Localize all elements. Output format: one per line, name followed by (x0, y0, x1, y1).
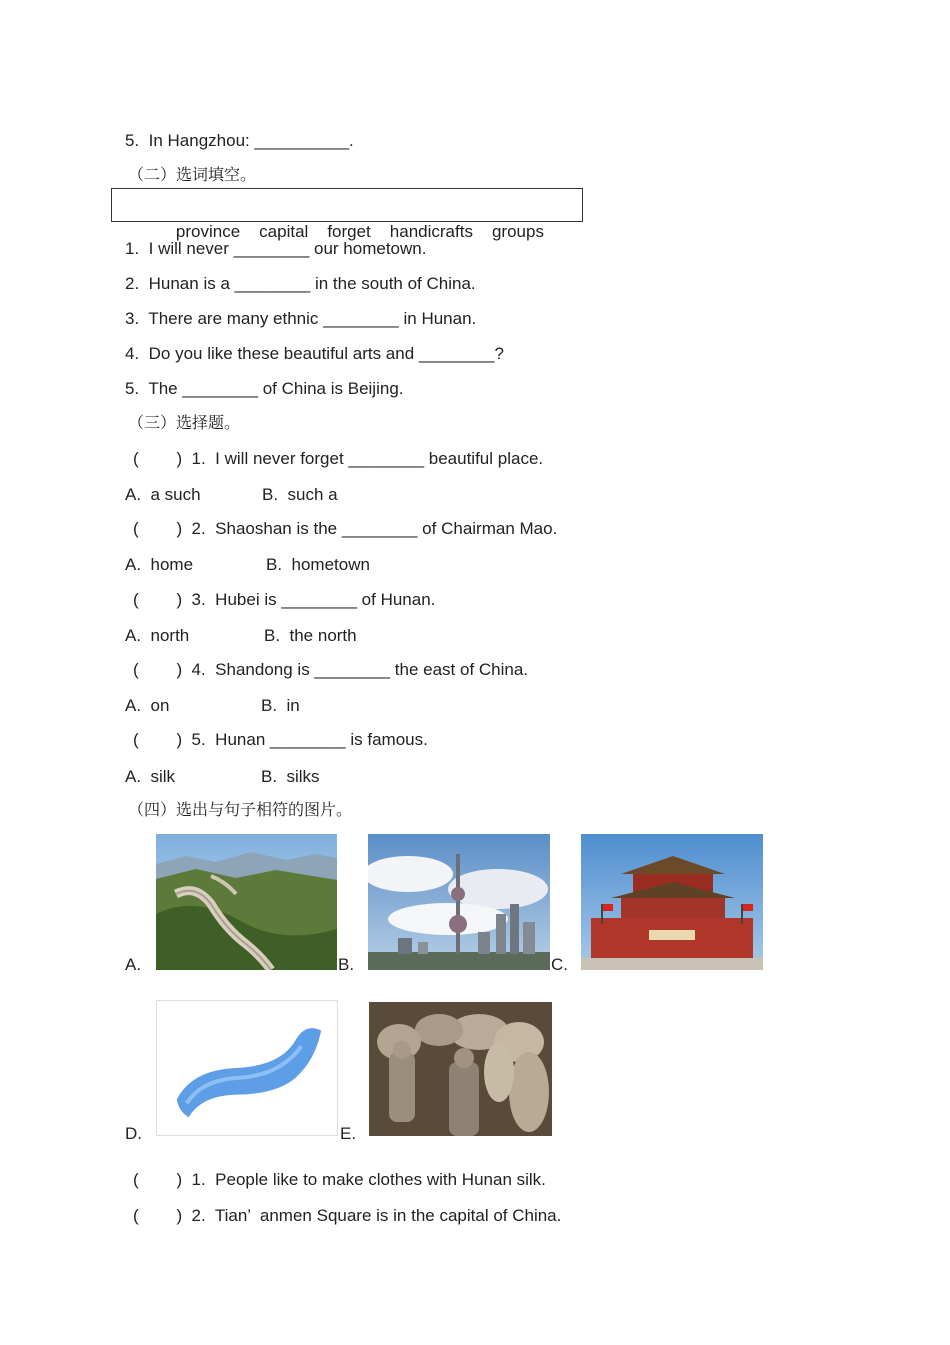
choice-question-5: ( ) 5. Hunan ________ is famous. (133, 730, 428, 749)
fill-question-3: 3. There are many ethnic ________ in Hunan. (125, 309, 477, 328)
choice-question-4: ( ) 4. Shandong is ________ the east of China. (133, 660, 529, 679)
section-3-title: （三）选择题。 (128, 413, 241, 432)
question-hangzhou: 5. In Hangzhou: __________. (125, 131, 354, 150)
fill-question-5: 5. The ________ of China is Beijing. (125, 379, 404, 398)
choice-question-3: ( ) 3. Hubei is ________ of Hunan. (133, 590, 436, 609)
shanghai-skyline-image (368, 834, 550, 970)
choice-2-option-b: B. hometown (266, 555, 370, 574)
great-wall-image (156, 834, 337, 970)
choice-question-2: ( ) 2. Shaoshan is the ________ of Chairman Mao. (133, 519, 558, 538)
fill-question-2: 2. Hunan is a ________ in the south of China. (125, 274, 476, 293)
section-2-title: （二）选词填空。 (128, 165, 257, 184)
choice-5-option-b: B. silks (261, 767, 320, 786)
silk-image (156, 1000, 338, 1136)
picture-label-b: B. (338, 955, 355, 974)
fill-question-1: 1. I will never ________ our hometown. (125, 239, 427, 258)
tiananmen-image (581, 834, 763, 970)
picture-label-e: E. (340, 1124, 357, 1143)
picture-label-d: D. (125, 1124, 142, 1143)
section-4-title: （四）选出与句子相符的图片。 (128, 800, 353, 819)
terracotta-warriors-image (369, 1002, 552, 1136)
choice-4-option-a: A. on (125, 696, 170, 715)
fill-question-4: 4. Do you like these beautiful arts and ________? (125, 344, 504, 363)
choice-5-option-a: A. silk (125, 767, 176, 786)
choice-question-1: ( ) 1. I will never forget ________ beautiful place. (133, 449, 544, 468)
choice-3-option-b: B. the north (264, 626, 357, 645)
choice-2-option-a: A. home (125, 555, 194, 574)
picture-label-c: C. (551, 955, 568, 974)
word-forget: forget (327, 222, 371, 241)
match-question-1: ( ) 1. People like to make clothes with Hunan silk. (133, 1170, 546, 1189)
word-province: province (175, 222, 241, 241)
word-groups: groups (491, 222, 544, 241)
word-bank-box (111, 188, 583, 241)
choice-4-option-b: B. in (261, 696, 300, 715)
choice-1-option-b: B. such a (262, 485, 338, 504)
word-capital: capital (259, 222, 309, 241)
picture-label-a: A. (125, 955, 142, 974)
choice-1-option-a: A. a such (125, 485, 201, 504)
choice-3-option-a: A. north (125, 626, 190, 645)
word-handicrafts: handicrafts (389, 222, 473, 241)
match-question-2: ( ) 2. Tian’ anmen Square is in the capital of China. (133, 1206, 562, 1225)
